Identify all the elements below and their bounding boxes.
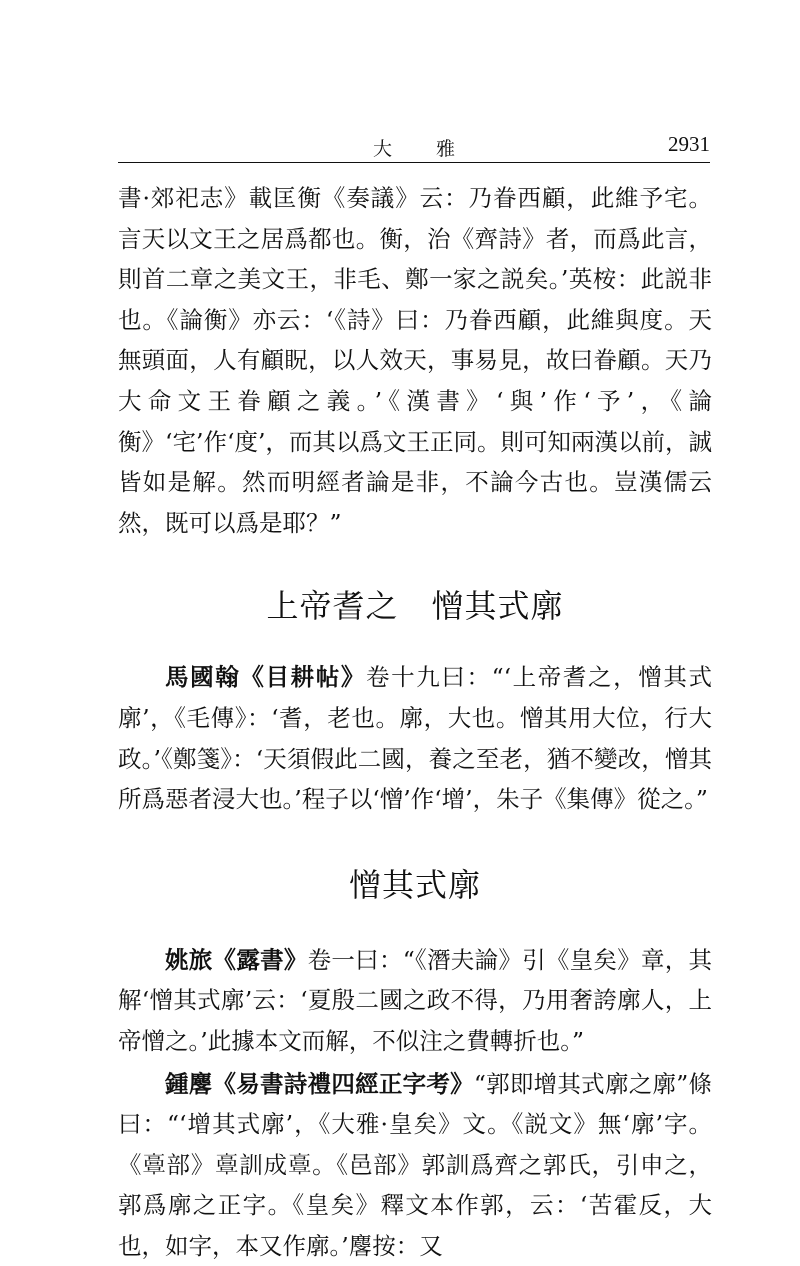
entry-paragraph xyxy=(118,1064,712,1266)
section-heading: 憎其式廓 xyxy=(118,860,712,906)
page-number: 2931 xyxy=(668,132,710,157)
running-title: 大雅 xyxy=(118,134,710,161)
entry-text: 卷十九曰：“‘上帝耆之，憎其式廓’，《毛傳》：‘耆，老也。廓，大也。憎其用大位，行大政。’《鄭箋》：‘天須假此二國，養之至老，猶不變改，憎其所爲惡者浸大也。’程子以‘憎’作‘增’，朱子《集傳》從之。” xyxy=(118,663,712,813)
entry-paragraph xyxy=(118,657,712,819)
entry-paragraph xyxy=(118,940,712,1062)
page-header xyxy=(118,128,710,163)
entry-text: “郭即增其式廓之廓”條曰：“‘增其式廓’，《大雅·皇矣》文。《説文》無‘廓’字。《𩫏部》𩫏訓成𩫏。《邑部》郭訓爲齊之郭氏，引申之，郭爲廓之正字。《皇矣》釋文本作郭，云：‘苦霍反，大也，如字，本又作廓。’麐按：又 xyxy=(118,1070,712,1260)
continued-paragraph: 書·郊祀志》載匡衡《奏議》云：乃眷西顧，此維予宅。言天以文王之居爲都也。衡，治《齊詩》者，而爲此言，則首二章之美文王，非毛、鄭一家之説矣。’英桉：此説非也。《論衡》亦云：‘《詩》曰：乃眷西顧，此維與度。天無頭面，人有顧眖，以人效天，事易見，故曰眷顧。天乃大命文王眷顧之義。’《漢書》‘與’作‘予’，《論衡》‘宅’作‘度’，而其以爲文王正同。則可知兩漢以前，誠皆如是解。然而明經者論是非，不論今古也。豈漢儒云然，既可以爲是耶？” xyxy=(118,178,712,543)
entry-source: 姚旅《露書》 xyxy=(165,946,308,974)
page-body xyxy=(118,178,712,1266)
section-heading: 上帝耆之 憎其式廓 xyxy=(118,581,712,627)
entry-source: 鍾麐《易書詩禮四經正字考》 xyxy=(165,1070,474,1098)
entry-source: 馬國翰《目耕帖》 xyxy=(165,663,366,691)
entry-text: 卷一曰：“《潛夫論》引《皇矣》章，其解‘憎其式廓’云：‘夏殷二國之政不得，乃用奢誇廓人，上帝憎之。’此據本文而解，不似注之費轉折也。” xyxy=(118,946,712,1055)
